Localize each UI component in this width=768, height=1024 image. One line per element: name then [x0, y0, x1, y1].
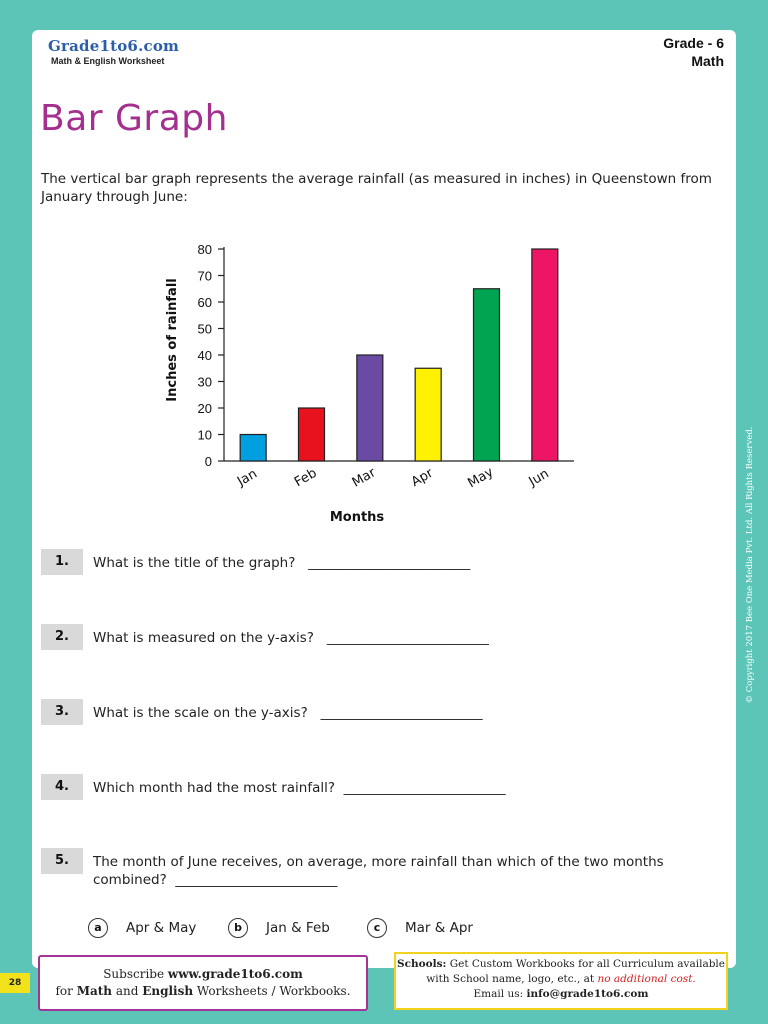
bar-jan [240, 435, 266, 462]
question-number: 5. [41, 848, 83, 874]
worksheet-page [32, 30, 736, 968]
subscribe-box[interactable] [38, 955, 368, 1011]
question-number: 2. [41, 624, 83, 650]
bar-feb [299, 408, 325, 461]
bar-mar [357, 355, 383, 461]
option-letter: a [88, 918, 108, 938]
logo-subtitle: Math & English Worksheet [51, 56, 165, 66]
y-tick-label: 10 [197, 427, 212, 443]
question-text [93, 853, 713, 889]
bar-jun [532, 249, 558, 461]
page-title: Bar Graph [40, 98, 228, 139]
bar-chart [124, 235, 594, 535]
schools-label: Schools: [396, 958, 447, 970]
question-text [93, 779, 733, 797]
question-prompt: Which month had the most rainfall? [93, 780, 336, 796]
answer-blank[interactable]: ________________________ [320, 705, 483, 721]
schools-line-3 [396, 987, 726, 1002]
x-tick-label: Jan [234, 466, 260, 490]
answer-blank[interactable]: ________________________ [308, 555, 471, 571]
x-axis-label: Months [329, 510, 385, 525]
question-text [93, 704, 733, 722]
schools-highlight: no additional cost. [597, 973, 696, 985]
bar-may [474, 289, 500, 461]
schools-line-1 [396, 957, 726, 972]
y-tick-label: 50 [197, 321, 212, 337]
subscribe-and: and [112, 984, 143, 998]
grade-label [663, 34, 724, 70]
email-link[interactable]: info@grade1to6.com [526, 988, 649, 1000]
x-tick-label: Mar [349, 465, 379, 491]
question-text [93, 554, 733, 572]
y-tick-label: 60 [197, 295, 212, 310]
subscribe-for: for [55, 984, 77, 998]
copyright-notice [738, 426, 762, 704]
grade-level: Grade - 6 [663, 35, 724, 51]
email-label: Email us: [473, 988, 527, 1000]
option-a[interactable] [88, 918, 196, 938]
question-number: 1. [41, 549, 83, 575]
question-prompt: What is the title of the graph? [93, 555, 296, 571]
schools-text-2: with School name, logo, etc., at [426, 973, 598, 985]
logo-title: Grade1to6.com [48, 37, 180, 55]
schools-line-2 [396, 972, 726, 987]
option-letter: b [228, 918, 248, 938]
answer-blank[interactable]: ________________________ [343, 780, 506, 796]
answer-blank[interactable]: ________________________ [326, 630, 489, 646]
subject-label: Math [691, 53, 724, 69]
option-text: Jan & Feb [266, 920, 330, 936]
y-axis-label: Inches of rainfall [165, 278, 180, 402]
bar-apr [415, 368, 441, 461]
question-prompt: What is the scale on the y-axis? [93, 705, 308, 721]
subscribe-suffix: Worksheets / Workbooks. [193, 984, 351, 998]
option-b[interactable] [228, 918, 330, 938]
subscribe-site-link[interactable]: www.grade1to6.com [167, 967, 303, 981]
option-c[interactable] [367, 918, 473, 938]
page-number: 28 [0, 973, 30, 993]
answer-blank[interactable]: ________________________ [175, 872, 338, 888]
subscribe-line-2 [40, 983, 366, 1000]
y-tick-label: 80 [197, 242, 212, 257]
x-tick-label: Feb [292, 465, 320, 491]
question-number: 3. [41, 699, 83, 725]
subscribe-math: Math [76, 984, 113, 998]
y-tick-label: 70 [197, 268, 212, 284]
subscribe-prefix: Subscribe [103, 967, 168, 981]
option-text: Mar & Apr [405, 920, 473, 936]
subscribe-line-1 [40, 966, 366, 983]
option-text: Apr & May [126, 920, 197, 936]
y-tick-label: 20 [197, 401, 212, 416]
subscribe-english: English [142, 984, 194, 998]
site-logo[interactable] [48, 37, 179, 66]
x-tick-label: Jun [526, 466, 552, 490]
y-tick-label: 30 [197, 374, 212, 390]
y-tick-label: 40 [197, 348, 212, 363]
question-number: 4. [41, 774, 83, 800]
option-letter: c [367, 918, 387, 938]
question-prompt: The month of June receives, on average, more rainfall than which of the two months combined? [93, 854, 664, 888]
copyright-text: © Copyright 2017 Bee One Media Pvt. Ltd. All Rights Reserved. [745, 426, 755, 704]
schools-text-1: Get Custom Workbooks for all Curriculum available [446, 958, 725, 970]
x-tick-label: Apr [408, 465, 436, 491]
y-tick-label: 0 [204, 454, 212, 469]
schools-box [394, 952, 728, 1010]
intro-text: The vertical bar graph represents the average rainfall (as measured in inches) in Queenstown from January through June: [41, 171, 712, 205]
answer-options [88, 918, 728, 942]
x-tick-label: May [465, 464, 497, 492]
question-prompt: What is measured on the y-axis? [93, 630, 314, 646]
question-text [93, 629, 733, 647]
